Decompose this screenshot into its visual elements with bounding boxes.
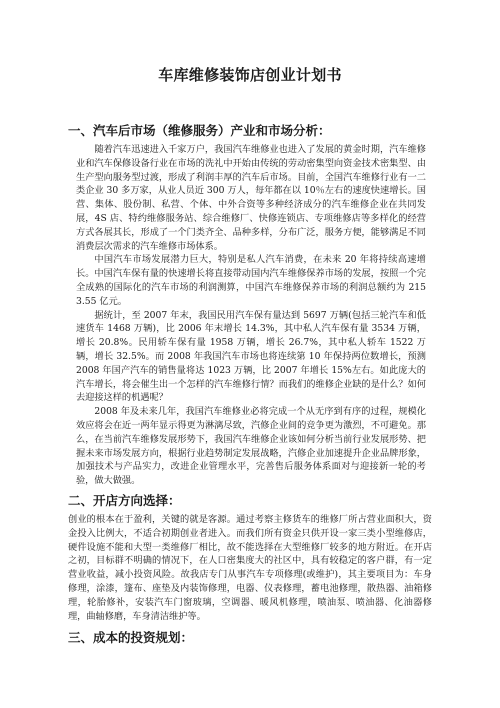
section-heading: 三、成本的投资规划： (68, 630, 194, 646)
paragraph: 中国汽车市场发展潜力巨大，特别是私人汽车消费，在未来 20 年将持续高速增长。中国汽车保有量的快速增长将直接带动国内汽车维修保养市场的发展，按照一个完全成熟的国际化的汽车市场的利润测算，中国汽车维修保养市场的利润总额约为 2153.55 亿元。 (76, 254, 426, 307)
paragraph: 据统计，至 2007 年末，我国民用汽车保有量达到 5697 万辆(包括三轮汽车和低速货车 1468 万辆)，比 2006 年末增长 14.3%，其中私人汽车保有量 3534 万辆，增长 20.8%。民用轿车保有量 1958 万辆，增长 26.7%，其中私人轿车 1522 万辆，增长 32.5%。而 2008 年我国汽车市场也将连续第 10 年保持两位数增长，预测 2008 年国产汽车的销售量将达 1023 万辆，比 2007 年增长 15%左右。如此庞大的汽车增长，将会催生出一个怎样的汽车维修行情？而我们的维修企业缺的是什么？如何去迎接这样的机遇呢？ (76, 309, 426, 404)
paragraph: 2008 年及未来几年，我国汽车维修业必将完成一个从无序到有序的过程，规模化效应将会在近一两年显示得更为淋漓尽致，汽修企业间的竞争更为激烈，不可避免。那么，在当前汽车维修发展形势下，我国汽车维修企业该如何分析当前行业发展形势、把握未来市场发展方向，根据行业趋势制定发展战略，汽修企业加速提升企业品牌形象，加强技术与产品实力，改进企业管理水平，完善售后服务体系面对与迎接新一轮的考验，做大做强。 (76, 406, 426, 487)
page-title: 车库维修装饰店创业计划书 (158, 66, 342, 84)
document-body (68, 122, 432, 650)
paragraph: 创业的根本在于盈利，关键的就是客源。通过考察主修货车的维修厂所占营业面积大，资金投入比例大，不适合初期创业者进入。而我们所有资金只供开设一家三类小型维修店，硬件设施不能和大型一类维修厂相比，故不能选择在大型维修厂较多的地方附近。在开店之初，目标群不明确的情况下，在人口密集度大的社区中，具有较稳定的客户群，有一定营业收益，减小投资风险。故我店专门从事汽车专项修理(或维护)，其主要项目为：车身修理，涂漆，篷布、座垫及内装饰修理，电器、仪表修理，蓄电池修理，散热器、油箱修理，轮胎修补，安装汽车门窗玻璃，空调器、暖风机修理，喷油泵、喷油器、化油器修理，曲轴修磨，车身清洁维护等。 (68, 513, 432, 622)
section-store-direction (68, 492, 432, 623)
section-heading: 一、汽车后市场（维修服务）产业和市场分析： (68, 123, 331, 138)
paragraph: 随着汽车迅速进入千家万户，我国汽车维修业也进入了发展的黄金时期，汽车维修业和汽车保修设备行业在市场的洗礼中开始由传统的劳动密集型向资金技术密集型、由生产型向服务型过渡，形成了利润丰厚的汽车后市场。目前，全国汽车维修行业有一二类企业 30 多万家，从业人员近 300 万人，每年都在以 10％左右的速度快速增长。国营、集体、股份制、私营、个体、中外合资等多种经济成分的汽车维修企业在共同发展，4S 店、特约维修服务站、综合维修厂、快修连锁店、专项维修店等多样化的经营方式各展其长，形成了一个门类齐全、品种多样，分布广泛，服务方便，能够满足不同消费层次需求的汽车维修市场体系。 (76, 144, 426, 252)
section-heading: 二、开店方向选择： (68, 492, 181, 508)
section-market-analysis (68, 122, 426, 488)
section-cost-planning (68, 629, 426, 646)
